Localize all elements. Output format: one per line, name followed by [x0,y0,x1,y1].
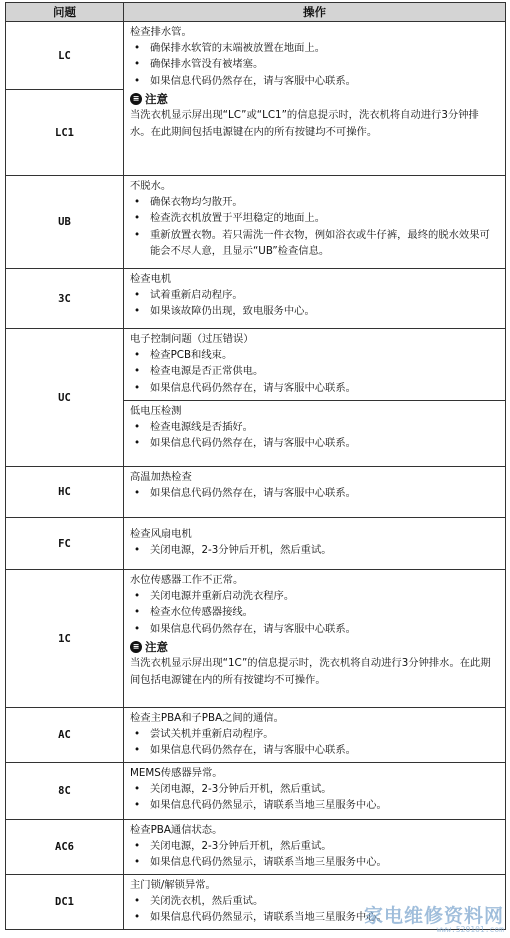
code-cell: UC [6,329,124,467]
list-item: • 检查PCB和线束。 [134,349,233,362]
watermark-title: 家电维修资料网 [363,905,504,927]
ops-cell-ac6: 检查PBA通信状态。 • 关闭电源，2-3分钟后开机，然后重试。 • 如果信息代码仍然显示，请联系当地三星服务中心。 [124,820,506,875]
table-row-lc [6,22,506,90]
note-heading: ≡ 注意 [130,639,499,655]
ops-cell-ub: 不脱水。 • 确保衣物均匀散开。 • 检查洗衣机放置于平坦稳定的地面上。 • 重新放置衣物。若只需洗一件衣物，例如浴衣或牛仔裤，最终的脱水效果可能会不尽人意，且显示“UB”检查信息。 [124,176,506,269]
table-row-ac [6,708,506,763]
code-cell: LC [6,22,124,90]
list-item: • 如果信息代码仍然存在，请与客服中心联系。 [134,437,356,450]
note-text: 当洗衣机显示屏出现“1C”的信息提示时，洗衣机将自动进行3分钟排水。在此期间包括电源键在内的所有按键均不可操作。 [130,657,491,686]
list-item: • 如果信息代码仍然存在，请与客服中心联系。 [134,487,356,500]
note-text: 当洗衣机显示屏出现“LC”或“LC1”的信息提示时，洗衣机将自动进行3分钟排水。在此期间包括电源键在内的所有按键均不可操作。 [130,109,479,138]
ops-cell-8c: MEMS传感器异常。 • 关闭电源，2-3分钟后开机，然后重试。 • 如果信息代码仍然显示，请联系当地三星服务中心。 [124,763,506,820]
list-item: • 检查水位传感器接线。 [134,606,253,619]
ops-cell-3c: 检查电机 • 试着重新启动程序。 • 如果该故障仍出现，致电服务中心。 [124,269,506,329]
table-row-8c [6,763,506,820]
ops-list [130,40,499,89]
table-row-hc [6,467,506,518]
list-item: • 试着重新启动程序。 [134,289,243,302]
list-item: • 确保排水管没有被堵塞。 [134,58,264,71]
code-cell: AC6 [6,820,124,875]
divider [124,400,505,401]
list-item: • 检查洗衣机放置于平坦稳定的地面上。 [134,212,326,225]
list-item: • 关闭电源，2-3分钟后开机，然后重试。 [134,783,332,796]
code-cell: DC1 [6,875,124,930]
list-item: • 如果信息代码仍然存在，请与客服中心联系。 [134,74,356,87]
header-problem: 问题 [6,3,124,22]
table-row-ac6 [6,820,506,875]
header-operation: 操作 [124,3,506,22]
list-item: • 检查电源线是否插好。 [134,421,253,434]
ops-cell-fc: 检查风扇电机 • 关闭电源，2-3分钟后开机，然后重试。 [124,518,506,570]
list-item: • 重新放置衣物。若只需洗一件衣物，例如浴衣或牛仔裤，最终的脱水效果可能会不尽人意，且显示“UB”检查信息。 [134,228,490,257]
code-cell: AC [6,708,124,763]
code-cell: 1C [6,570,124,708]
ops-cell-ac: 检查主PBA和子PBA之间的通信。 • 尝试关机并重新启动程序。 • 如果信息代码仍然存在，请与客服中心联系。 [124,708,506,763]
list-item: • 如果信息代码仍然存在，请与客服中心联系。 [134,622,356,635]
list-item: • 确保排水软管的末端被放置在地面上。 [134,42,326,55]
list-item: • 确保衣物均匀散开。 [134,196,243,209]
list-item: • 尝试关机并重新启动程序。 [134,728,274,741]
code-cell: FC [6,518,124,570]
table-row-fc [6,518,506,570]
ops-cell-hc: 高温加热检查 • 如果信息代码仍然存在，请与客服中心联系。 [124,467,506,518]
list-item: • 如果信息代码仍然显示，请联系当地三星服务中心。 [134,856,387,869]
code-cell: 3C [6,269,124,329]
watermark-url: www.520101.com [436,925,504,934]
ops-cell-1c: 水位传感器工作不正常。 • 关闭电源并重新启动洗衣程序。 • 检查水位传感器接线。 • 如果信息代码仍然存在，请与客服中心联系。 ≡ 注意 当洗衣机显示屏出现“1C”的信息提示时，洗衣机将自动进行3分钟排水。在此期间包括电源键在内的所有按键均不可操作。 [124,570,506,708]
code-cell: LC1 [6,90,124,176]
table-header-row [6,3,506,22]
list-item: • 关闭电源并重新启动洗衣程序。 [134,590,295,603]
error-code-table [5,2,506,930]
table-row-dc1 [6,875,506,930]
list-item: • 如果信息代码仍然存在，请与客服中心联系。 [134,381,356,394]
list-item: • 关闭洗衣机，然后重试。 [134,895,264,908]
list-icon: ≡ [130,93,142,105]
table-row-ub [6,176,506,269]
table-row-1c [6,570,506,708]
ops-cell-dc1: 主门锁/解锁异常。 • 关闭洗衣机，然后重试。 • 如果信息代码仍然显示，请联系当地三星服务中心。 [124,875,506,930]
code-cell: HC [6,467,124,518]
list-item: • 关闭电源，2-3分钟后开机，然后重试。 [134,840,332,853]
list-item: • 检查电源是否正常供电。 [134,365,264,378]
ops-title: 检查排水管。 [130,26,192,38]
note-heading: ≡ 注意 [130,91,499,107]
list-item: • 如果信息代码仍然显示，请联系当地三星服务中心。 [134,799,387,812]
table-row-uc [6,329,506,467]
table-row-3c [6,269,506,329]
ops-cell-lc [124,22,506,176]
code-cell: 8C [6,763,124,820]
list-item: • 如果该故障仍出现，致电服务中心。 [134,305,315,318]
code-cell: UB [6,176,124,269]
list-item: • 如果信息代码仍然显示，请联系当地三星服务中心。 [134,911,387,924]
list-item: • 如果信息代码仍然存在，请与客服中心联系。 [134,744,356,757]
list-item: • 关闭电源，2-3分钟后开机，然后重试。 [134,544,332,557]
ops-cell-uc: 电子控制问题（过压错误） • 检查PCB和线束。 • 检查电源是否正常供电。 • 如果信息代码仍然存在，请与客服中心联系。 低电压检测 • 检查电源线是否插好。 • 如果信息代码仍然存在，请与客服中心联系。 [124,329,506,467]
list-icon: ≡ [130,641,142,653]
